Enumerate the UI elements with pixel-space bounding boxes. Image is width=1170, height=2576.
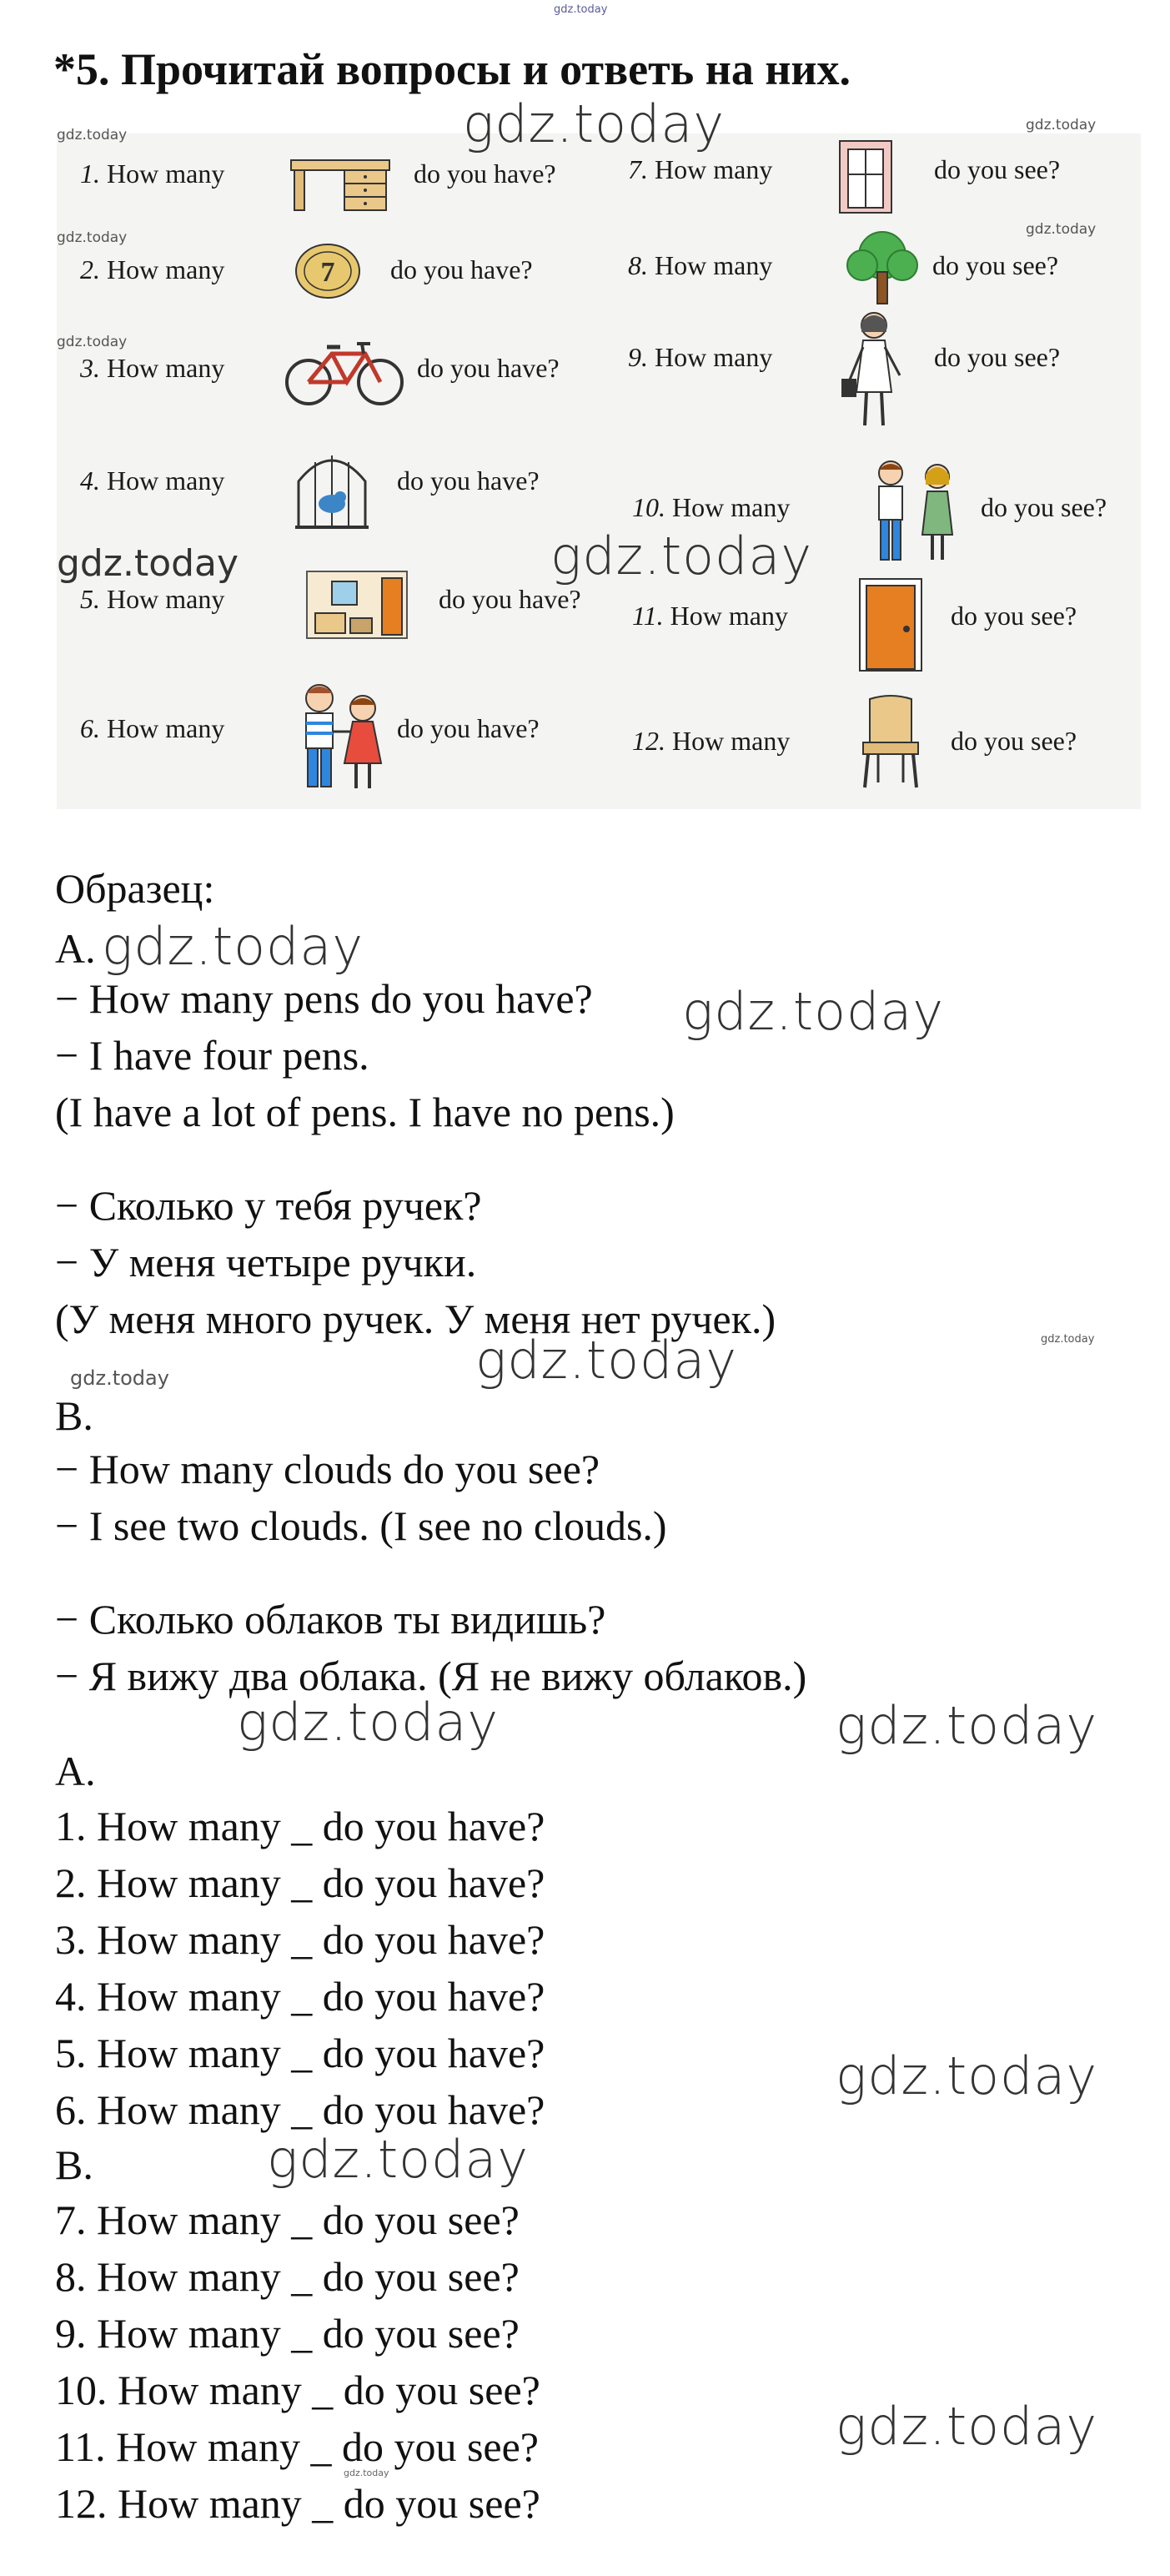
answers-a-label: A. bbox=[55, 1748, 96, 1794]
row-number: 12. bbox=[632, 726, 665, 756]
sample-a-label: A. bbox=[55, 925, 96, 972]
row-number: 7. bbox=[628, 154, 648, 184]
figure-row-5-after bbox=[439, 584, 581, 615]
sample-a-line: − I have four pens. bbox=[55, 1032, 369, 1079]
answer-line: 12. How many _ do you see? bbox=[55, 2480, 540, 2527]
watermark: gdz.today bbox=[836, 1695, 1098, 1756]
watermark: gdz.today bbox=[550, 526, 813, 586]
row-text-before: How many bbox=[107, 158, 225, 189]
window-icon bbox=[836, 138, 895, 217]
exercise-figure bbox=[57, 133, 1141, 809]
figure-row-12 bbox=[632, 726, 790, 757]
answer-line: 4. How many _ do you have? bbox=[55, 1973, 545, 2020]
figure-row-4-after bbox=[397, 465, 540, 496]
row-text-before: How many bbox=[672, 492, 791, 522]
watermark: gdz.today bbox=[57, 542, 239, 585]
answer-line: 6. How many _ do you have? bbox=[55, 2086, 545, 2133]
figure-row-2 bbox=[80, 254, 224, 285]
answer-line: 7. How many _ do you see? bbox=[55, 2196, 520, 2243]
figure-row-12-after bbox=[951, 726, 1077, 757]
sample-b-ru-line: − Я вижу два облака. (Я не вижу облаков.) bbox=[55, 1653, 807, 1699]
chair-icon bbox=[853, 692, 928, 792]
watermark: gdz.today bbox=[836, 2045, 1098, 2106]
row-text-before: How many bbox=[655, 154, 773, 184]
sample-a-line: − How many pens do you have? bbox=[55, 975, 593, 1022]
watermark: gdz.today bbox=[57, 127, 128, 143]
birdcage-icon bbox=[290, 444, 374, 536]
answer-line: 11. How many _ do you see? bbox=[55, 2423, 539, 2470]
figure-row-4 bbox=[80, 465, 224, 496]
watermark: gdz.today bbox=[836, 2396, 1098, 2457]
row-text-before: How many bbox=[655, 342, 773, 372]
row-number: 11. bbox=[632, 601, 664, 631]
figure-row-8-after bbox=[932, 250, 1058, 281]
row-text-before: How many bbox=[655, 250, 773, 280]
sample-a-ru-line: (У меня много ручек. У меня нет ручек.) bbox=[55, 1296, 776, 1342]
sample-b-ru-line: − Сколько облаков ты видишь? bbox=[55, 1596, 606, 1643]
watermark: gdz.today bbox=[463, 93, 726, 154]
figure-row-1-after bbox=[414, 158, 556, 189]
row-text-before: How many bbox=[107, 584, 225, 614]
coin-icon bbox=[290, 238, 365, 304]
figure-row-3-after bbox=[417, 353, 560, 384]
sample-heading: Образец: bbox=[55, 865, 215, 912]
figure-row-11 bbox=[632, 601, 788, 631]
row-text-after: do you see? bbox=[934, 342, 1061, 372]
answer-line: 1. How many _ do you have? bbox=[55, 1803, 545, 1849]
row-text-after: do you have? bbox=[414, 158, 556, 189]
row-number: 3. bbox=[80, 353, 100, 383]
watermark: gdz.today bbox=[344, 2468, 389, 2478]
row-number: 8. bbox=[628, 250, 648, 280]
row-number: 9. bbox=[628, 342, 648, 372]
figure-row-9-after bbox=[934, 342, 1060, 373]
figure-row-5 bbox=[80, 584, 224, 615]
figure-row-2-after bbox=[390, 254, 533, 285]
row-text-before: How many bbox=[107, 353, 225, 383]
row-text-after: do you see? bbox=[951, 726, 1077, 756]
watermark: gdz.today bbox=[57, 334, 128, 350]
row-text-after: do you have? bbox=[397, 713, 540, 743]
row-text-after: do you have? bbox=[439, 584, 581, 614]
sample-a-ru-line: − У меня четыре ручки. bbox=[55, 1239, 477, 1285]
watermark: gdz.today bbox=[267, 2129, 530, 2190]
row-text-before: How many bbox=[672, 726, 791, 756]
figure-row-8 bbox=[628, 250, 772, 281]
row-text-after: do you see? bbox=[934, 154, 1061, 184]
row-number: 1. bbox=[80, 158, 100, 189]
tree-icon bbox=[841, 225, 924, 309]
row-text-after: do you see? bbox=[981, 492, 1107, 522]
top-watermark: gdz.today bbox=[554, 3, 608, 16]
answers-b-label: B. bbox=[55, 2141, 93, 2188]
sample-a-line: (I have a lot of pens. I have no pens.) bbox=[55, 1089, 675, 1135]
watermark: gdz.today bbox=[237, 1692, 500, 1753]
figure-row-7 bbox=[628, 154, 772, 185]
row-text-after: do you have? bbox=[397, 465, 540, 496]
answer-line: 2. How many _ do you have? bbox=[55, 1859, 545, 1906]
row-number: 5. bbox=[80, 584, 100, 614]
row-number: 4. bbox=[80, 465, 100, 496]
figure-row-6-after bbox=[397, 713, 540, 744]
watermark: gdz.today bbox=[70, 1366, 169, 1390]
sample-a-ru-line: − Сколько у тебя ручек? bbox=[55, 1182, 482, 1229]
row-text-before: How many bbox=[107, 465, 225, 496]
svg-text:7: 7 bbox=[320, 257, 335, 288]
bicycle-icon bbox=[282, 334, 407, 409]
watermark: gdz.today bbox=[57, 229, 128, 246]
watermark: gdz.today bbox=[102, 916, 364, 977]
figure-row-11-after bbox=[951, 601, 1077, 631]
sample-b-line: − I see two clouds. (I see no clouds.) bbox=[55, 1502, 667, 1549]
answer-line: 10. How many _ do you see? bbox=[55, 2367, 540, 2413]
room-icon bbox=[299, 563, 415, 647]
sample-b-label: B. bbox=[55, 1392, 93, 1439]
row-text-after: do you have? bbox=[390, 254, 533, 284]
exercise-title: *5. Прочитай вопросы и ответь на них. bbox=[53, 44, 851, 94]
watermark: gdz.today bbox=[475, 1330, 738, 1391]
figure-row-9 bbox=[628, 342, 772, 373]
row-number: 2. bbox=[80, 254, 100, 284]
answer-line: 3. How many _ do you have? bbox=[55, 1916, 545, 1963]
row-text-after: do you see? bbox=[951, 601, 1077, 631]
answer-line: 5. How many _ do you have? bbox=[55, 2030, 545, 2076]
answer-line: 8. How many _ do you see? bbox=[55, 2253, 520, 2300]
row-text-before: How many bbox=[107, 713, 225, 743]
figure-row-3 bbox=[80, 353, 224, 384]
row-text-before: How many bbox=[670, 601, 788, 631]
figure-row-10-after bbox=[981, 492, 1107, 523]
desk-icon bbox=[286, 148, 394, 215]
boy-girl-icon bbox=[864, 455, 964, 571]
row-number: 6. bbox=[80, 713, 100, 743]
row-text-after: do you have? bbox=[417, 353, 560, 383]
watermark: gdz.today bbox=[1026, 117, 1097, 133]
answer-line: 9. How many _ do you see? bbox=[55, 2310, 520, 2357]
figure-row-7-after bbox=[934, 154, 1060, 185]
row-number: 10. bbox=[632, 492, 665, 522]
figure-row-6 bbox=[80, 713, 224, 744]
figure-row-10 bbox=[632, 492, 790, 523]
woman-icon bbox=[836, 309, 911, 434]
sample-b-line: − How many clouds do you see? bbox=[55, 1446, 600, 1492]
figure-row-1 bbox=[80, 158, 224, 189]
watermark: gdz.today bbox=[1041, 1333, 1095, 1346]
row-text-after: do you see? bbox=[932, 250, 1059, 280]
watermark: gdz.today bbox=[1026, 221, 1097, 238]
door-icon bbox=[853, 576, 928, 676]
watermark: gdz.today bbox=[682, 981, 945, 1042]
children-icon bbox=[286, 680, 394, 797]
row-text-before: How many bbox=[107, 254, 225, 284]
